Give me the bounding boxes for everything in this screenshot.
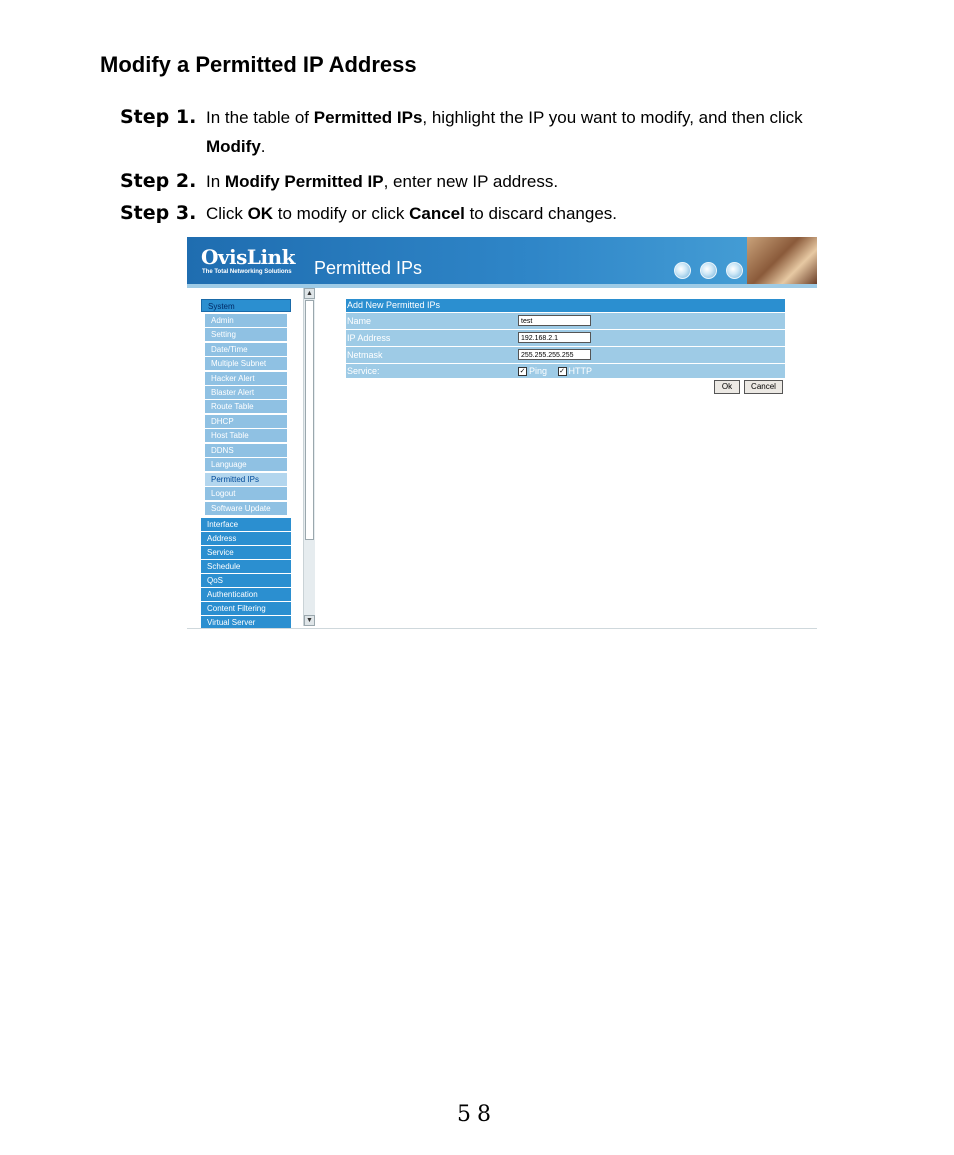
step-2-text-b: , enter new IP address. xyxy=(383,172,559,191)
page-title: Permitted IPs xyxy=(314,258,423,278)
logo-tagline: The Total Networking Solutions xyxy=(202,269,292,275)
name-input[interactable]: test xyxy=(518,315,591,326)
sidebar-item-ddns[interactable]: DDNS xyxy=(205,444,287,457)
sidebar-item-route-table[interactable]: Route Table xyxy=(205,400,287,413)
netmask-row xyxy=(346,347,785,363)
sidebar-item-permitted-ips[interactable]: Permitted IPs xyxy=(205,473,287,486)
step-3 xyxy=(120,197,617,230)
name-label: Name xyxy=(347,316,372,326)
sidebar-item-software-update[interactable]: Software Update xyxy=(205,502,287,515)
step-3-text-b: to modify or click xyxy=(273,204,410,223)
banner-divider xyxy=(187,284,817,288)
sidebar-item-language[interactable]: Language xyxy=(205,458,287,471)
name-row xyxy=(346,313,785,329)
sidebar-item-address[interactable]: Address xyxy=(201,532,291,545)
step-1-label: Step 1. xyxy=(120,106,197,128)
step-1-text-b: , highlight the IP you want to modify, and then click xyxy=(422,108,803,127)
step-1-text-c: . xyxy=(260,137,266,156)
step-2 xyxy=(120,165,558,198)
netmask-label: Netmask xyxy=(347,350,383,360)
step-1-bold-b: Modify xyxy=(206,137,261,156)
step-2-text-a: In xyxy=(206,172,225,191)
step-3-label: Step 3. xyxy=(120,202,197,224)
http-checkbox[interactable]: ✓ xyxy=(559,368,565,376)
ovislink-logo: OvisLink xyxy=(201,245,295,269)
sidebar-item-blaster-alert[interactable]: Blaster Alert xyxy=(205,386,287,399)
http-label: HTTP xyxy=(568,366,593,376)
globe-icon xyxy=(726,262,743,279)
sidebar-item-service[interactable]: Service xyxy=(201,546,291,559)
sidebar-item-interface[interactable]: Interface xyxy=(201,518,291,531)
scroll-up-arrow-icon[interactable]: ▲ xyxy=(304,288,315,299)
sidebar-item-admin[interactable]: Admin xyxy=(205,314,287,327)
sidebar-item-date-time[interactable]: Date/Time xyxy=(205,343,287,356)
ip-address-row xyxy=(346,330,785,346)
sidebar-item-qos[interactable]: QoS xyxy=(201,574,291,587)
sidebar-item-authentication[interactable]: Authentication xyxy=(201,588,291,601)
service-row xyxy=(346,364,785,378)
ip-address-input[interactable]: 192.168.2.1 xyxy=(518,332,591,343)
sidebar-item-schedule[interactable]: Schedule xyxy=(201,560,291,573)
page-number: 58 xyxy=(457,1102,497,1127)
sidebar-item-dhcp[interactable]: DHCP xyxy=(205,415,287,428)
ping-checkbox[interactable]: ✓ xyxy=(519,368,526,376)
sidebar-item-multiple-subnet[interactable]: Multiple Subnet xyxy=(205,357,287,370)
sidebar-scrollbar[interactable] xyxy=(303,288,315,626)
cancel-button[interactable]: Cancel xyxy=(744,380,783,394)
form-header-label: Add New Permitted IPs xyxy=(347,300,441,310)
sidebar-item-virtual-server[interactable]: Virtual Server xyxy=(201,616,291,629)
sidebar-item-host-table[interactable]: Host Table xyxy=(205,429,287,442)
router-ui-screenshot xyxy=(187,237,817,629)
ok-button[interactable]: Ok xyxy=(714,380,740,394)
step-3-text-a: Click xyxy=(206,204,248,223)
sidebar-item-content-filtering[interactable]: Content Filtering xyxy=(201,602,291,615)
sidebar-item-setting[interactable]: Setting xyxy=(205,328,287,341)
ping-label: Ping xyxy=(529,366,548,376)
service-label: Service: xyxy=(347,366,380,376)
step-2-bold-a: Modify Permitted IP xyxy=(224,172,384,191)
sidebar-item-logout[interactable]: Logout xyxy=(205,487,287,500)
step-3-bold-b: Cancel xyxy=(409,204,465,223)
globe-icon xyxy=(700,262,717,279)
scroll-down-arrow-icon[interactable]: ▼ xyxy=(304,615,315,626)
netmask-input[interactable]: 255.255.255.255 xyxy=(518,349,591,360)
sidebar-item-hacker-alert[interactable]: Hacker Alert xyxy=(205,372,287,385)
section-heading: Modify a Permitted IP Address xyxy=(100,52,417,77)
banner-photo xyxy=(747,237,817,284)
banner xyxy=(187,237,817,284)
ip-address-label: IP Address xyxy=(347,333,391,343)
step-1-text-a: In the table of xyxy=(206,108,314,127)
step-2-label: Step 2. xyxy=(120,170,197,192)
scroll-thumb[interactable] xyxy=(305,300,314,540)
sidebar-item-system[interactable]: System xyxy=(201,299,291,312)
step-1-bold-a: Permitted IPs xyxy=(313,108,423,127)
step-3-text-c: to discard changes. xyxy=(464,204,618,223)
step-1 xyxy=(120,101,803,156)
form-header xyxy=(346,299,785,312)
globe-icon xyxy=(674,262,691,279)
step-3-bold-a: OK xyxy=(247,204,274,223)
